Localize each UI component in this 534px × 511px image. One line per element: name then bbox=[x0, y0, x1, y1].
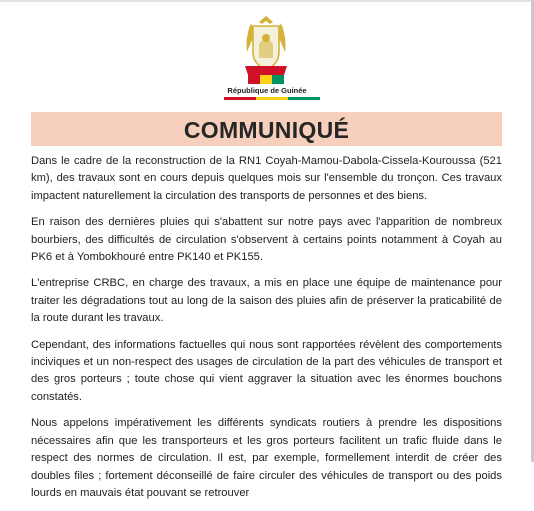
flag-yellow-stripe bbox=[256, 97, 288, 100]
paragraph-1: Dans le cadre de la reconstruction de la RN1 Coyah-Mamou-Dabola-Cissela-Kouroussa (521 km), des travaux sont en cours depuis quelques mois sur l'ensemble du tronçon. Ces travaux impactent naturellement la circulation des transports de personnes et des biens. bbox=[31, 155, 502, 202]
letterhead bbox=[0, 8, 534, 103]
flag-stripe bbox=[224, 97, 320, 100]
paragraph-2: En raison des dernières pluies qui s'abattent sur notre pays avec l'apparition de nombreux bourbiers, des difficultés de circulation s'observent à certains points notamment à Coyah au PK6 et à Yombokhouré entre PK140 et PK155. bbox=[31, 216, 502, 264]
paragraph-3: L'entreprise CRBC, en charge des travaux, a mis en place une équipe de maintenance pour traiter les dégradations tout au long de la saison des pluies afin de préserver la praticabilité de la route durant les travaux. bbox=[31, 277, 502, 325]
top-edge bbox=[0, 0, 531, 2]
communique-body bbox=[31, 153, 502, 511]
paragraph-5: Nous appelons impérativement les différents syndicats routiers à prendre les dispositions nécessaires afin que les transporteurs et les gros porteurs facilitent un trafic fluide dans le respect des normes de circulation. Il est, par exemple, formellement interdit de créer des doubles files ; fortement déconseillé de faire circuler des véhicules de transport ou des poids lourds en mauvais état pouvant se retrouver bbox=[31, 417, 502, 499]
flag-red-stripe bbox=[224, 97, 256, 100]
republic-label: République de Guinée bbox=[227, 86, 307, 95]
coat-of-arms-icon bbox=[239, 14, 293, 86]
page-title: COMMUNIQUÉ bbox=[183, 117, 350, 143]
paragraph-4: Cependant, des informations factuelles qui nous sont rapportées révèlent des comportements inciviques et un non-respect des usages de circulation de la part des véhicules de transport et des gros porteurs ; toute chose qui vient aggraver la situation avec les énormes bouchons constatés. bbox=[31, 338, 502, 403]
flag-green-stripe bbox=[288, 97, 320, 100]
